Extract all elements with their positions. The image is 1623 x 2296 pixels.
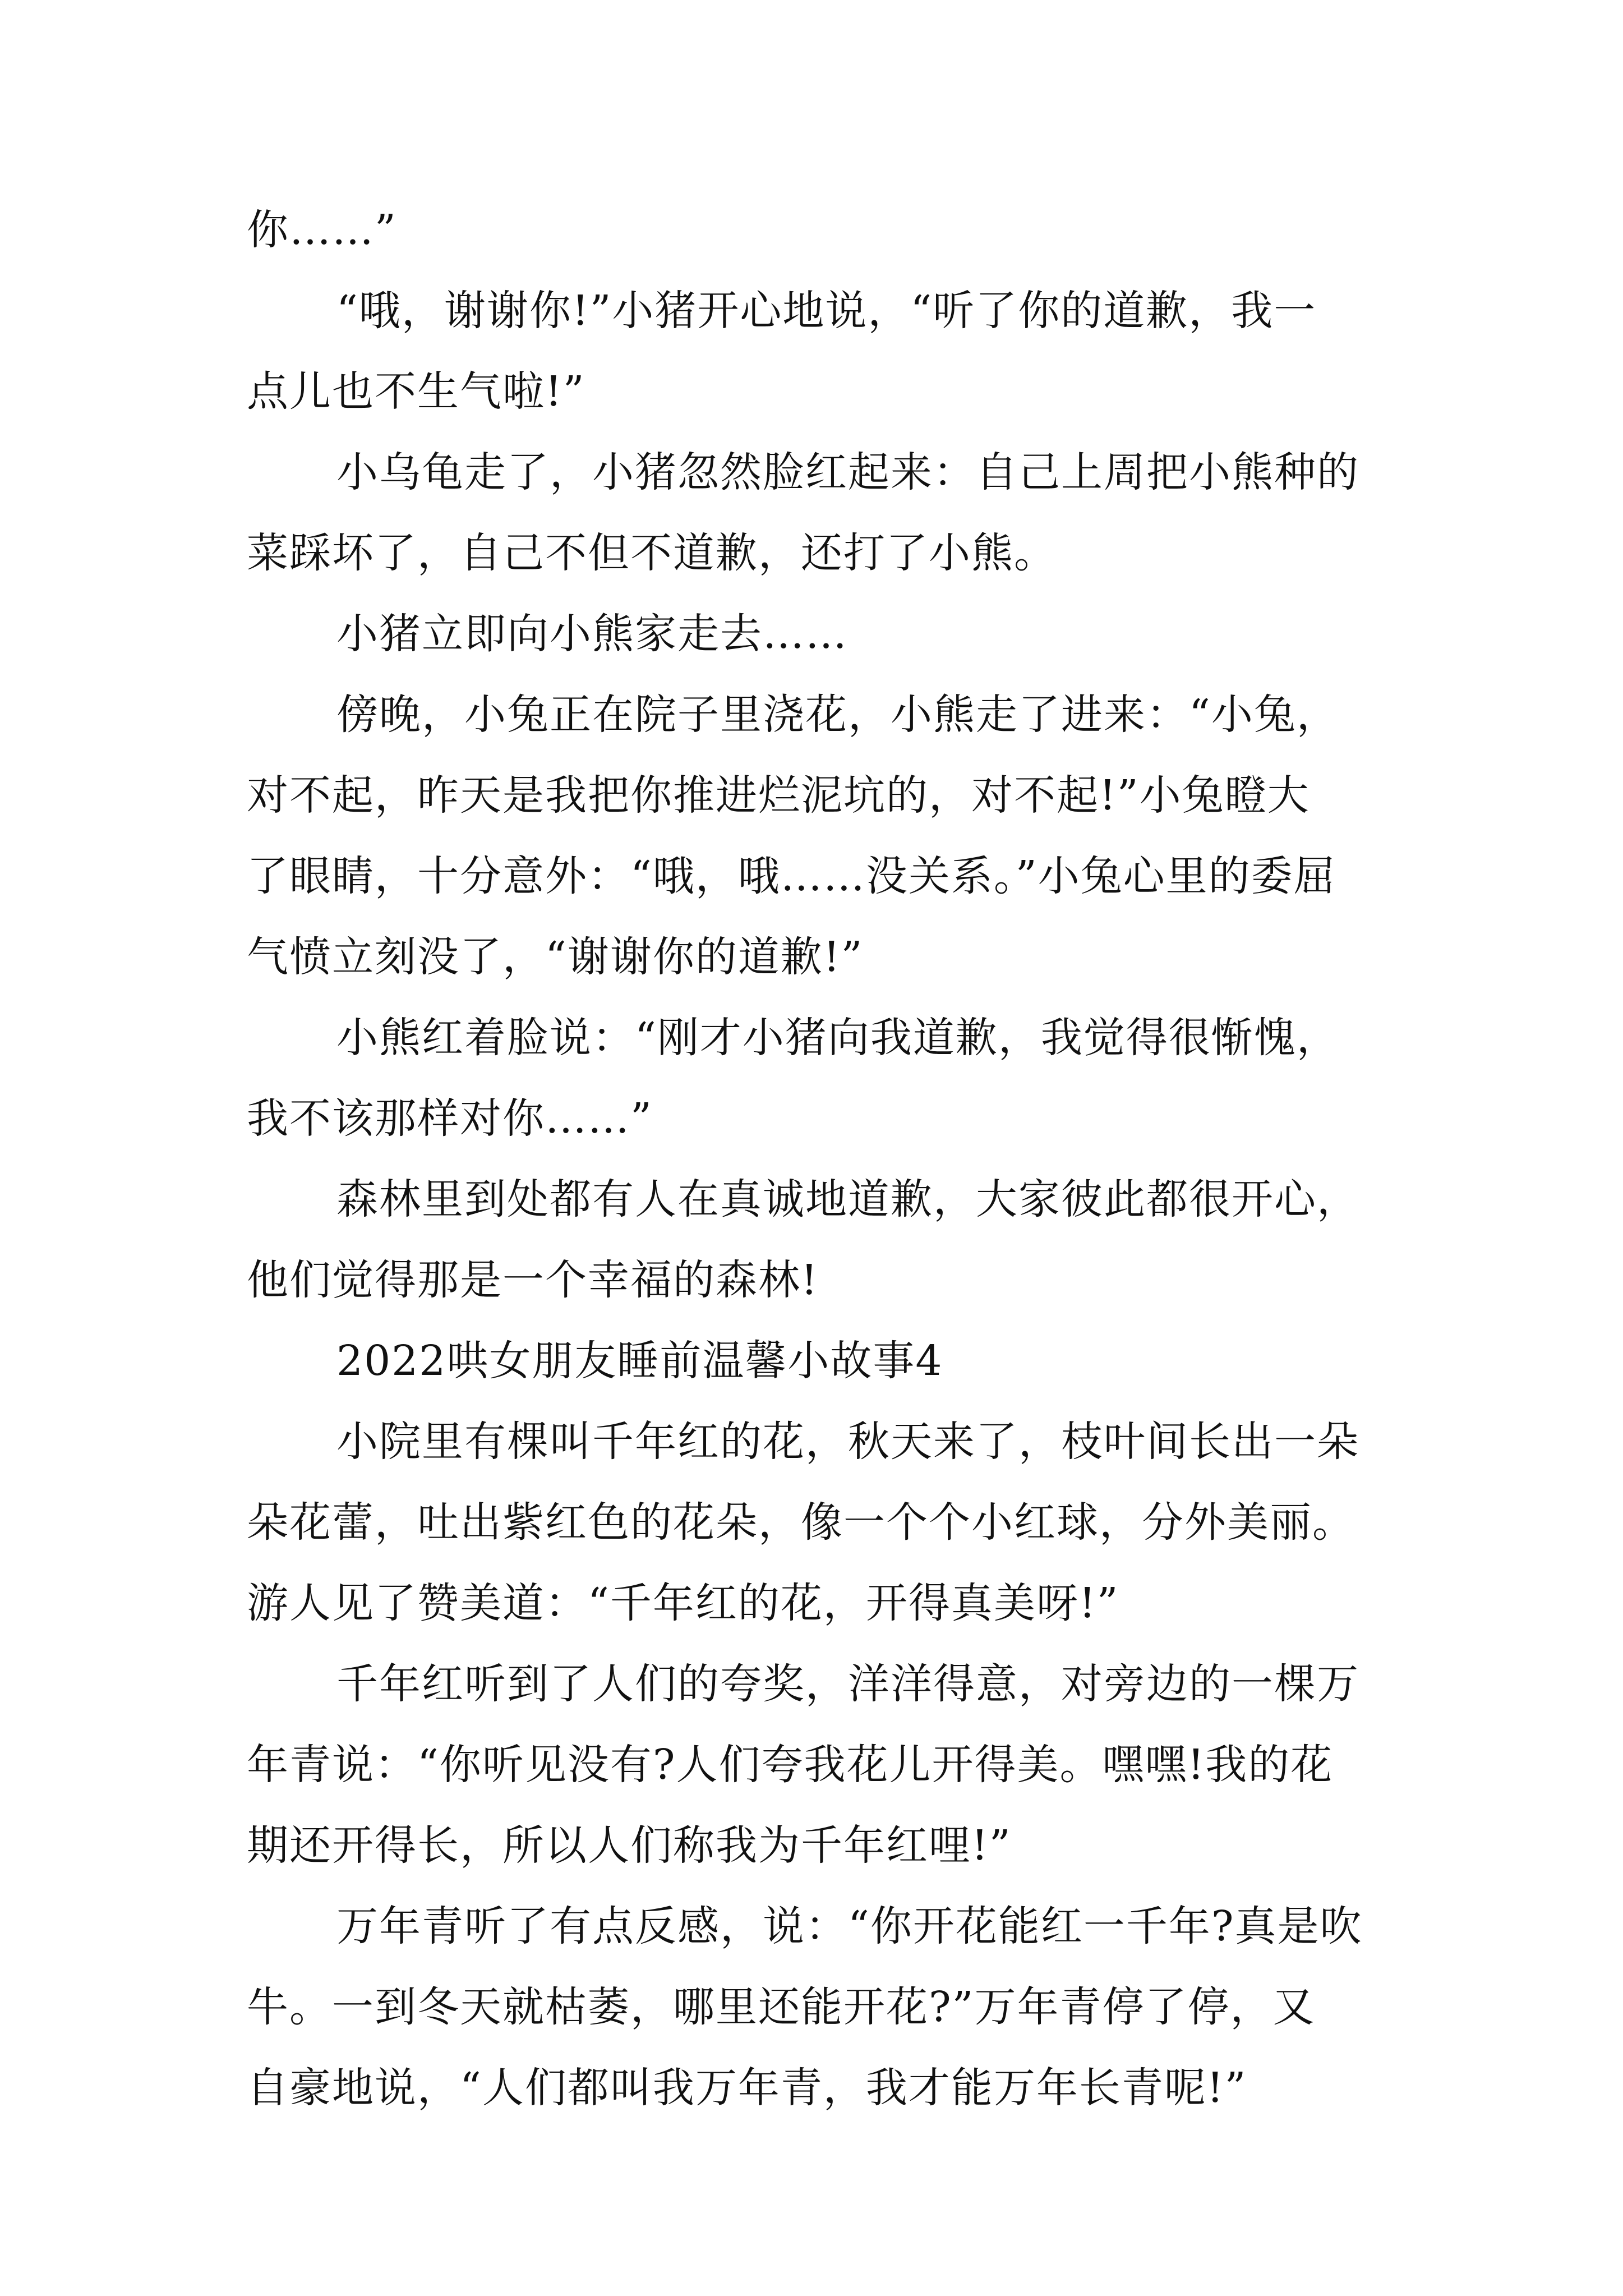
text-line: 他们觉得那是一个幸福的森林! bbox=[247, 1256, 819, 1304]
text-line: 你……” bbox=[247, 206, 397, 254]
text-line: 小熊红着脸说：“刚才小猪向我道歉，我觉得很惭愧， bbox=[336, 1014, 1339, 1062]
text-line: “哦，谢谢你!”小猪开心地说，“听了你的道歉，我一 bbox=[336, 287, 1317, 335]
text-line: 年青说：“你听见没有?人们夸我花儿开得美。嘿嘿!我的花 bbox=[247, 1741, 1334, 1789]
text-line: 自豪地说，“人们都叫我万年青，我才能万年长青呢!” bbox=[247, 2064, 1247, 2112]
text-line: 小猪立即向小熊家走去…… bbox=[336, 610, 848, 658]
text-line: 我不该那样对你……” bbox=[247, 1094, 653, 1143]
text-line: 傍晚，小兔正在院子里浇花，小熊走了进来：“小兔， bbox=[336, 691, 1339, 739]
text-line: 点儿也不生气啦!” bbox=[247, 367, 585, 416]
text-line: 期还开得长，所以人们称我为千年红哩!” bbox=[247, 1821, 1012, 1870]
text-line: 森林里到处都有人在真诚地道歉，大家彼此都很开心， bbox=[336, 1175, 1359, 1223]
text-line: 万年青听了有点反感，说：“你开花能红一千年?真是吹 bbox=[336, 1902, 1363, 1950]
text-line: 了眼睛，十分意外：“哦，哦……没关系。”小兔心里的委屈 bbox=[247, 852, 1336, 900]
text-line: 菜踩坏了，自己不但不道歉，还打了小熊。 bbox=[247, 529, 1057, 577]
text-line: 朵花蕾，吐出紫红色的花朵，像一个个小红球，分外美丽。 bbox=[247, 1498, 1355, 1547]
text-line: 小院里有棵叫千年红的花，秋天来了，枝叶间长出一朵 bbox=[336, 1418, 1359, 1466]
text-line: 对不起，昨天是我把你推进烂泥坑的，对不起!”小兔瞪大 bbox=[247, 771, 1310, 820]
section-heading: 2022哄女朋友睡前温馨小故事4 bbox=[336, 1337, 943, 1385]
text-line: 小乌龟走了，小猪忽然脸红起来：自己上周把小熊种的 bbox=[336, 448, 1359, 496]
text-line: 牛。一到冬天就枯萎，哪里还能开花?”万年青停了停，又 bbox=[247, 1983, 1316, 2031]
text-line: 游人见了赞美道：“千年红的花，开得真美呀!” bbox=[247, 1579, 1119, 1627]
text-line: 千年红听到了人们的夸奖，洋洋得意，对旁边的一棵万 bbox=[336, 1660, 1359, 1708]
text-line: 气愤立刻没了，“谢谢你的道歉!” bbox=[247, 933, 864, 981]
